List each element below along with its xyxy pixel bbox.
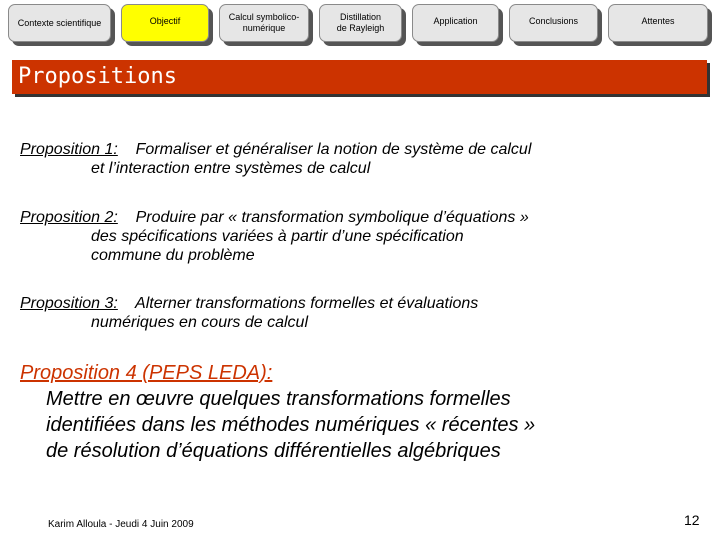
proposition-4-label: Proposition 4 (PEPS LEDA): [20, 362, 273, 384]
proposition-text: des spécifications variées à partir d’une spécification [91, 228, 464, 245]
proposition-text: Produire par « transformation symbolique d’équations » [135, 209, 529, 226]
tab-label: Attentes [641, 16, 675, 26]
tab-label: Application [433, 16, 478, 26]
proposition-4-text: Mettre en œuvre quelques transformations formelles [46, 388, 511, 410]
proposition-first-line [20, 208, 700, 227]
proposition-4-text: de résolution d’équations différentielles algébriques [46, 440, 501, 462]
proposition-3 [20, 294, 700, 332]
footer-author-date: Karim Alloula - Jeudi 4 Juin 2009 [48, 519, 194, 530]
proposition-text: numériques en cours de calcul [91, 314, 309, 331]
proposition-text: Alterner transformations formelles et évaluations [135, 295, 479, 312]
section-title: Propositions [18, 64, 177, 89]
tab-label: Objectif [149, 16, 181, 26]
section-banner [12, 60, 707, 94]
tab-label: Contexte scientifique [17, 17, 102, 28]
proposition-4 [20, 360, 710, 464]
tab-distillation-rayleigh[interactable] [319, 4, 402, 42]
tab-label: Distillation de Rayleigh [336, 12, 385, 33]
tab-attentes[interactable] [608, 4, 708, 42]
proposition-label: Proposition 1: [20, 141, 118, 158]
tab-contexte-scientifique[interactable] [8, 4, 111, 42]
tab-objectif[interactable] [121, 4, 209, 42]
tab-application[interactable] [412, 4, 499, 42]
proposition-4-text: identifiées dans les méthodes numériques « récentes » [46, 414, 536, 436]
proposition-2 [20, 208, 700, 265]
tab-label: Conclusions [528, 16, 579, 26]
top-navigation [0, 0, 720, 50]
tab-calcul-symbolico-numerique[interactable] [219, 4, 309, 42]
proposition-first-line [20, 140, 700, 159]
proposition-first-line [20, 294, 700, 313]
proposition-label: Proposition 3: [20, 295, 118, 312]
page-number: 12 [684, 512, 700, 528]
tab-label: Calcul symbolico- numérique [228, 12, 300, 33]
tab-conclusions[interactable] [509, 4, 598, 42]
proposition-1 [20, 140, 700, 178]
proposition-text: et l’interaction entre systèmes de calcul [91, 160, 371, 177]
proposition-text: Formaliser et généraliser la notion de système de calcul [135, 141, 532, 158]
proposition-text: commune du problème [91, 247, 255, 264]
proposition-label: Proposition 2: [20, 209, 118, 226]
